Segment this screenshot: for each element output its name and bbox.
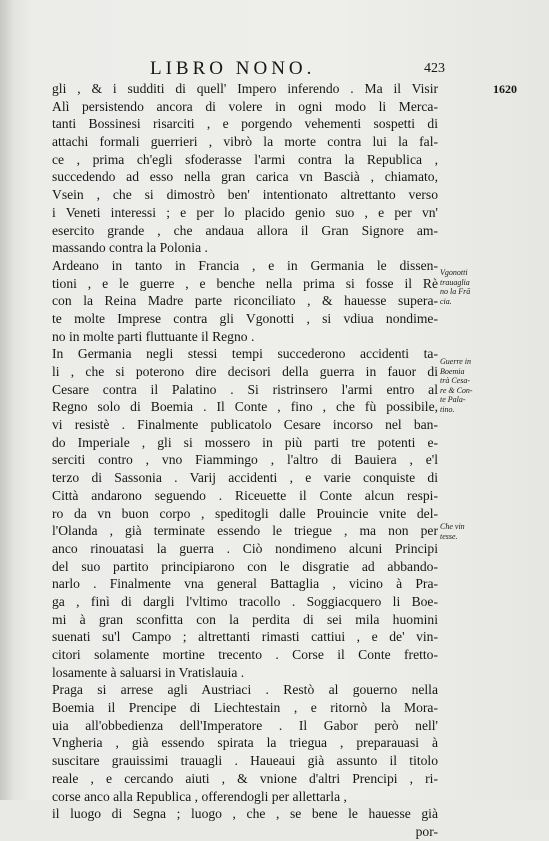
text-line: In Germania negli stessi tempi succederono accidenti ta- xyxy=(52,346,438,362)
body-text xyxy=(52,80,438,841)
margin-note-boemia: Guerre in Boemia trà Cesa- re & Con- te Pala- tino. xyxy=(440,357,473,414)
text-line: del suo partito principiarono con le disgratie ad abbando- xyxy=(52,558,438,574)
text-line: losamente à saluarsi in Vratislauia . xyxy=(52,664,245,680)
text-line: ce , prima ch'egli sfoderasse l'armi contra la Republica , xyxy=(52,151,438,167)
text-line: citori solamente mortine trecento . Corse il Conte fretto- xyxy=(52,647,438,662)
text-line: Ardeano in tanto in Francia , e in Germania le dissen- xyxy=(52,257,438,273)
text-line: suenati su'l Campo ; altrettanti rimasti cattiui , e de' vin- xyxy=(52,629,438,645)
text-line: Boemia il Prencipe di Liechtestain , e ritornò la Mora- xyxy=(52,700,438,716)
text-line: Vngheria , già essendo spirata la triegua , preparauasi à xyxy=(52,735,438,751)
text-line: suscitare grauissimi trauagli . Haueaui già assunto il titolo xyxy=(52,753,438,769)
text-line: te molte Imprese contra gli Vgonotti , si vdiua nondime- xyxy=(52,310,438,326)
text-line: reale , e cercando aiuti , & vnione d'altri Prencipi , ri- xyxy=(52,770,438,786)
margin-note-ugonotti: Vgonotti trauaglia no la Frā cia. xyxy=(440,268,471,306)
text-line: gli , & i sudditi di quell' Impero inferendo . Ma il Visir xyxy=(52,81,438,96)
text-line: ga , finì di dargli l'vltimo tracollo . Soggiacquero li Boe- xyxy=(52,593,438,609)
text-line: vi resistè . Finalmente publicatolo Cesare incorso nel ban- xyxy=(52,417,438,433)
text-line: tanti Bossinesi risarciti , e porgendo vehementi sospetti di xyxy=(52,116,438,132)
text-line: Vsein , che si dimostrò ben' intentionato altrettanto verso xyxy=(52,187,438,203)
margin-notes xyxy=(440,0,545,800)
margin-note-vittoria: Che vin tesse. xyxy=(440,522,465,541)
text-line: succedendo ad esso nella gran carica vn Bascià , chiamato, xyxy=(52,169,438,185)
text-line: narlo . Finalmente vna general Battaglia , vicino à Pra- xyxy=(52,576,438,592)
text-line: Alì persistendo ancora di volere in ogni modo li Merca- xyxy=(52,98,438,114)
catchword: por- xyxy=(415,823,438,839)
text-line: Città andarono seguendo . Riceuette il Conte alcun respi- xyxy=(52,487,438,503)
text-line: no in molte parti fluttuante il Regno . xyxy=(52,328,255,344)
text-line: Praga si arrese agli Austriaci . Restò al gouerno nella xyxy=(52,682,438,698)
text-line: mi à gran sconfitta con la perdita di sei mila huomini xyxy=(52,611,438,627)
text-line: l'Olanda , già terminate essendo le triegue , ma non per xyxy=(52,523,438,539)
text-line: li , che si poterono dire decisori della guerra in fauor di xyxy=(52,364,438,379)
text-line: il luogo di Segna ; luogo , che , se bene le hauesse già xyxy=(52,806,438,822)
text-line: anco rinouatasi la guerra . Ciò nondimeno alcuni Principi xyxy=(52,540,438,556)
gutter-shadow xyxy=(0,0,14,800)
text-line: terzo di Sassonia . Varij accidenti , e varie conquiste di xyxy=(52,470,438,486)
book-title: LIBRO NONO. xyxy=(150,58,316,79)
year-marker: 1620 xyxy=(493,82,517,96)
text-line: Regno solo di Boemia . Il Conte , fino , che fù possibile, xyxy=(52,399,438,415)
page-number: 423 xyxy=(424,61,445,76)
text-line: ro da vn buon corpo , speditogli dalle Prouincie vnite del- xyxy=(52,505,438,521)
text-line: Cesare contra il Palatino . Si ristrinsero l'armi entro al xyxy=(52,381,438,397)
text-line: esercito grande , che andaua allora il Gran Signore am- xyxy=(52,222,438,238)
text-line: con la Reina Madre parte riconciliato , & hauesse supera- xyxy=(52,293,438,309)
text-line: i Veneti interessi ; e per lo placido genio suo , e per vn' xyxy=(52,204,438,220)
text-line: attachi formali guerrieri , vibrò la morte contra lui la fal- xyxy=(52,134,438,150)
text-line: tioni , e le guerre , e benche nella prima si fosse il Rè xyxy=(52,275,438,291)
text-line: massando contra la Polonia . xyxy=(52,240,208,256)
text-line: serciti contro , vno Fiammingo , l'altro di Bauiera , e'l xyxy=(52,452,438,468)
text-line: uia all'obbedienza dell'Imperatore . Il Gabor però nell' xyxy=(52,717,438,733)
text-line: corse anco alla Republica , offerendogli per allettarla , xyxy=(52,788,347,804)
text-line: do Imperiale , gli si mossero in più parti tre potenti e- xyxy=(52,434,438,450)
